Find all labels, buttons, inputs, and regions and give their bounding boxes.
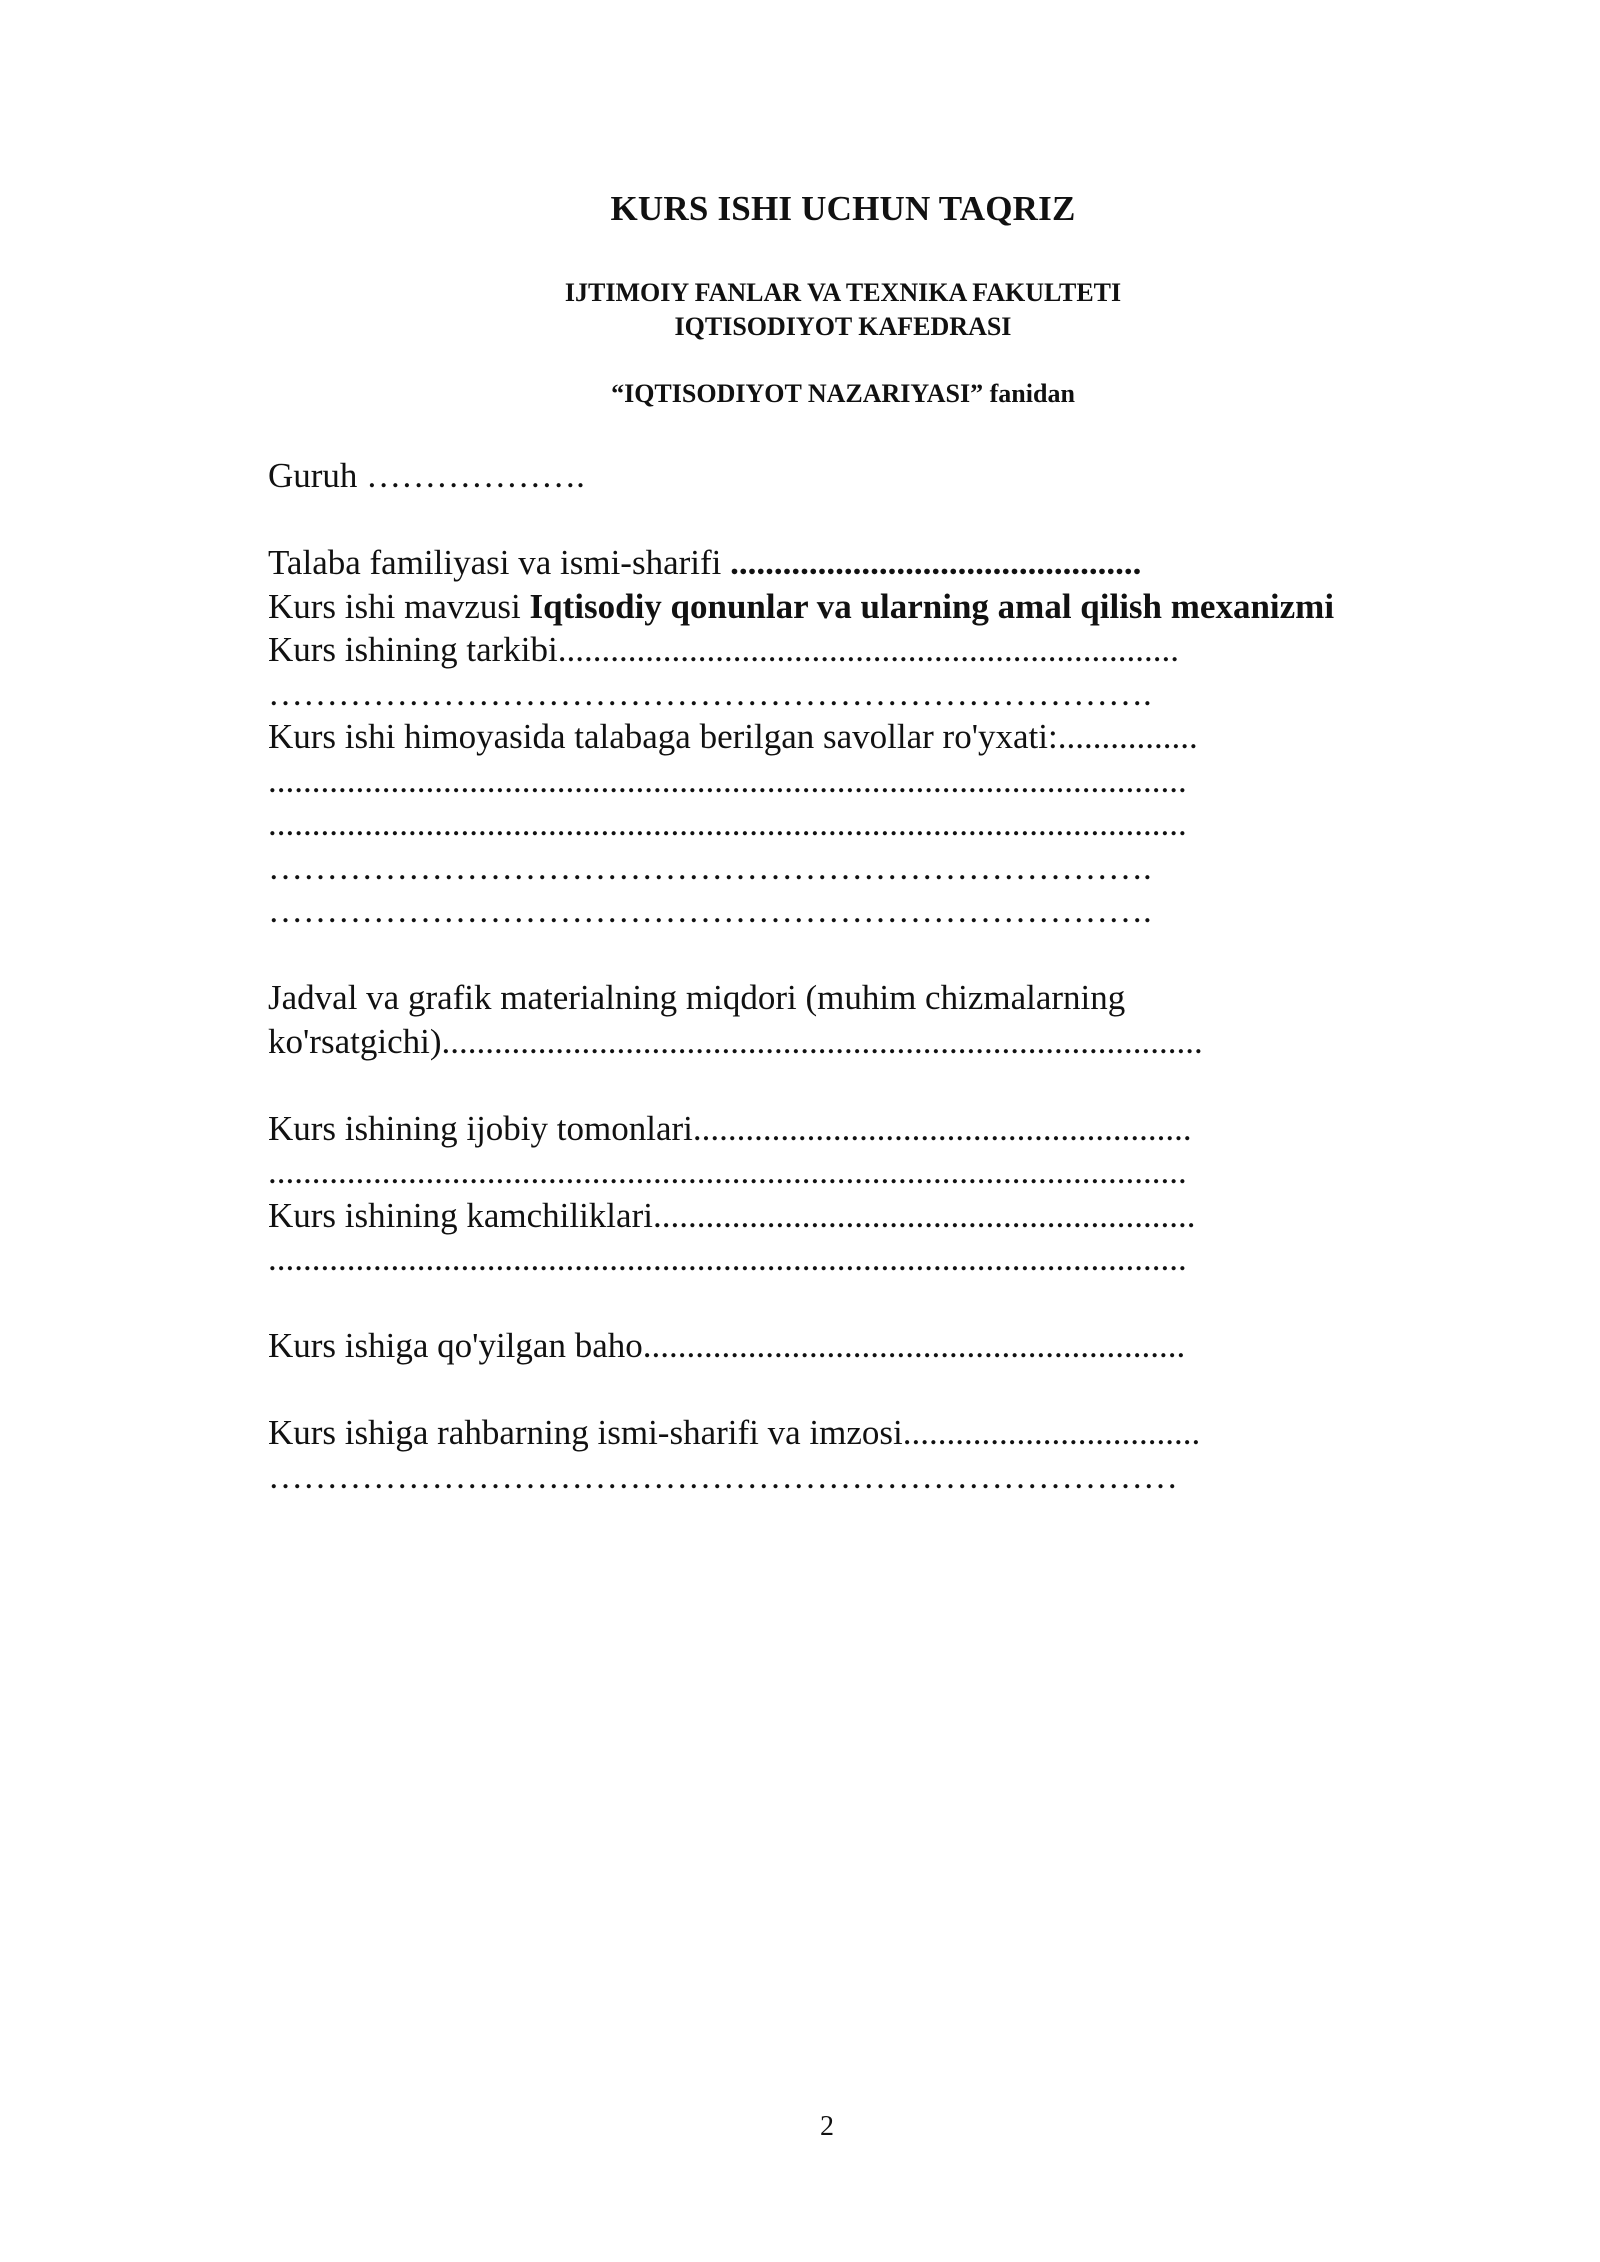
topic-value: Iqtisodiy qonunlar va ularning amal qilish mexanizmi <box>529 586 1335 626</box>
tables-continuation: ko'rsatgichi)....................................................................................... <box>268 1021 1203 1061</box>
review-form <box>268 454 1448 1498</box>
spacer <box>268 1281 1448 1325</box>
spacer <box>268 1368 1448 1412</box>
page-number: 2 <box>820 2111 834 2142</box>
grade-line: Kurs ishiga qo'yilgan baho.............................................................. <box>268 1326 1186 1365</box>
structure-line: Kurs ishining tarkibi....................................................................... <box>268 630 1179 669</box>
shortcomings-continuation: ......................................................................................................... <box>268 1239 1187 1278</box>
positives-continuation: ......................................................................................................... <box>268 1152 1187 1191</box>
questions-blank-3: …………………………………………………………………. <box>268 847 1152 887</box>
student-label: Talaba familiyasi va ismi-sharifi <box>268 543 731 582</box>
topic-line <box>268 585 1448 629</box>
student-value: ............................................... <box>730 543 1142 582</box>
group-line: Guruh ………………. <box>268 456 585 495</box>
spacer <box>268 933 1448 977</box>
questions-blank-4: …………………………………………………………………. <box>268 891 1152 930</box>
questions-blank-1: ......................................................................................................... <box>268 760 1187 800</box>
questions-line: Kurs ishi himoyasida talabaga berilgan savollar ro'yxati:................ <box>268 717 1198 756</box>
positives-line: Kurs ishining ijobiy tomonlari......................................................... <box>268 1108 1192 1148</box>
spacer <box>268 498 1448 542</box>
shortcomings-line: Kurs ishining kamchiliklari.............................................................. <box>268 1195 1196 1235</box>
spacer <box>268 1063 1448 1107</box>
student-line <box>268 541 1448 585</box>
structure-continuation: …………………………………………………………………. <box>268 673 1152 713</box>
topic-label: Kurs ishi mavzusi <box>268 586 530 626</box>
subject-heading: “IQTISODIYOT NAZARIYASI” fanidan <box>611 379 1075 408</box>
document-title: KURS ISHI UCHUN TAQRIZ <box>610 189 1076 228</box>
supervisor-continuation: …………………………………………………………………… <box>268 1456 1178 1496</box>
faculty-heading: IJTIMOIY FANLAR VA TEXNIKA FAKULTETI <box>564 278 1122 307</box>
supervisor-line: Kurs ishiga rahbarning ismi-sharifi va imzosi.................................. <box>268 1413 1201 1452</box>
department-heading: IQTISODIYOT KAFEDRASI <box>674 312 1012 341</box>
questions-blank-2: ......................................................................................................... <box>268 804 1187 843</box>
tables-line: Jadval va grafik materialning miqdori (muhim chizmalarning <box>268 978 1126 1017</box>
